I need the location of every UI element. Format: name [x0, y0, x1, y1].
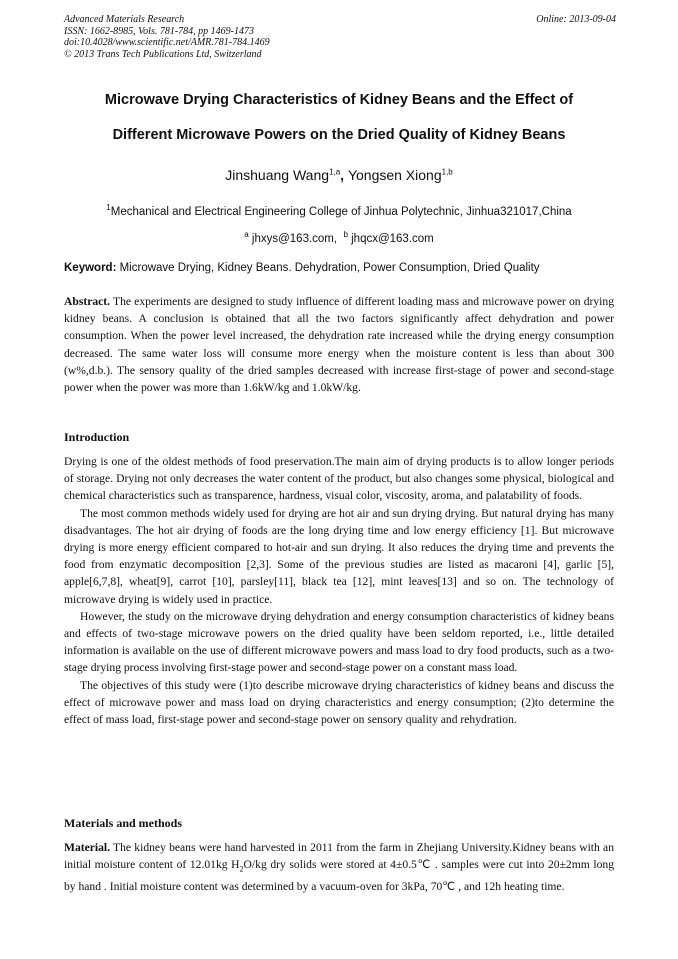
- paragraph: The objectives of this study were (1)to describe microwave drying characteristics of kidney beans and discuss the effect of microwave power and mass load on drying characteristics and energy consumption; (2)to determine the effect of mass load, first-stage power and second-stage power on sensory quality and rehydration.: [64, 678, 614, 727]
- affiliation-text: Mechanical and Electrical Engineering College of Jinhua Polytechnic, Jinhua321017,China: [110, 205, 572, 218]
- paragraph: However, the study on the microwave drying dehydration and energy consumption characteristics of kidney beans and effects of two-stage microwave powers on the dried quality have been seldom reported, i.e., little detailed information is available on the use of different microwave powers and mass load to dry food products, such as a two-stage drying process involving first-stage power and second-stage power on a constant mass load.: [64, 609, 614, 675]
- copyright-line: © 2013 Trans Tech Publications Ltd, Switzerland: [64, 48, 262, 60]
- abstract: [64, 293, 614, 396]
- author-superscript: 1,a: [329, 167, 341, 177]
- keywords: [64, 262, 624, 274]
- abstract-text: The experiments are designed to study influence of different loading mass and microwave power on drying kidney beans. A conclusion is obtained that all the two factors significantly affect dehydration and power consumption. When the power level increased, the dehydration rate increased while the drying energy consumption decreased. The same water loss will consume more energy when the moisture content is less than about 300 (w%,d.b.). The sensory quality of the dried samples decreased with increase first-stage of power and second-stage power when the power was more than 1.6kW/kg and 1.0kW/kg.: [64, 295, 614, 395]
- author-list: [40, 167, 638, 183]
- email-superscript: b: [343, 230, 348, 239]
- paragraph: Drying is one of the oldest methods of food preservation.The main aim of drying products is to allow longer periods of storage. Drying not only decreases the water content of the product, but also changes some physical, biological and chemical characteristics such as transparence, hardness, visual color, viscosity, aroma, and palatability of foods.: [64, 455, 614, 503]
- online-date: Online: 2013-09-04: [536, 14, 616, 25]
- journal-header: [64, 14, 616, 60]
- abstract-label: Abstract.: [64, 295, 111, 308]
- author-name: Yongsen Xiong: [347, 167, 442, 183]
- keyword-text: Microwave Drying, Kidney Beans. Dehydration, Power Consumption, Dried Quality: [116, 262, 540, 274]
- journal-name: Advanced Materials Research: [64, 14, 185, 25]
- keyword-label: Keyword:: [64, 262, 117, 274]
- paper-title-line-2: Different Microwave Powers on the Dried Quality of Kidney Beans: [112, 127, 566, 143]
- doi-line: doi:10.4028/www.scientific.net/AMR.781-784.1469: [64, 37, 270, 48]
- author-superscript: 1,b: [441, 167, 453, 177]
- email-superscript: a: [244, 230, 249, 239]
- author-separator: ,: [340, 167, 348, 183]
- materials-section: [64, 839, 614, 895]
- paragraph: The most common methods widely used for drying are hot air and sun drying drying. But natural drying has many disadvantages. The hot air drying of foods are the long drying time and low energy efficiency [1]. But microwave drying is more energy efficient compared to hot-air and sun drying. It also reduces the drying time and prevents the food from enzymatic decomposition [2,3]. Some of the previous studies are listed as macaroni [4], garlic [5], apple[6,7,8], wheat[9], carrot [10], parsley[11], black tea [12], mint leaves[13] and so on. The technology of microwave drying is widely used in practice.: [64, 506, 614, 606]
- material-label: Material.: [64, 841, 111, 854]
- section-heading-introduction: Introduction: [64, 430, 130, 444]
- subscript: 2: [239, 864, 244, 874]
- material-text: O/kg dry solids were stored at 4±0.5℃ . samples were cut into 20±2mm long by hand . Initial moisture content was determined by a vacuum-oven for 3kPa, 70℃ , and 12h heating time.: [64, 858, 614, 893]
- introduction-section: [64, 453, 614, 728]
- affiliation-superscript: 1: [106, 203, 111, 212]
- email-link[interactable]: jhxys@163.com,: [248, 232, 338, 245]
- affiliation: [40, 203, 638, 218]
- section-heading-materials: Materials and methods: [64, 816, 182, 830]
- issn-line: ISSN: 1662-8985, Vols. 781-784, pp 1469-1473: [64, 25, 254, 37]
- paper-title-line-1: Microwave Drying Characteristics of Kidney Beans and the Effect of: [104, 92, 574, 108]
- author-emails: [40, 230, 638, 245]
- email-link[interactable]: jhqcx@163.com: [347, 232, 434, 245]
- author-name: Jinshuang Wang: [225, 167, 330, 183]
- material-text: The kidney beans were hand harvested in 2011 from the farm in Zhejiang University.Kidney beans with an initial moisture content of 12.01kg H: [64, 841, 614, 872]
